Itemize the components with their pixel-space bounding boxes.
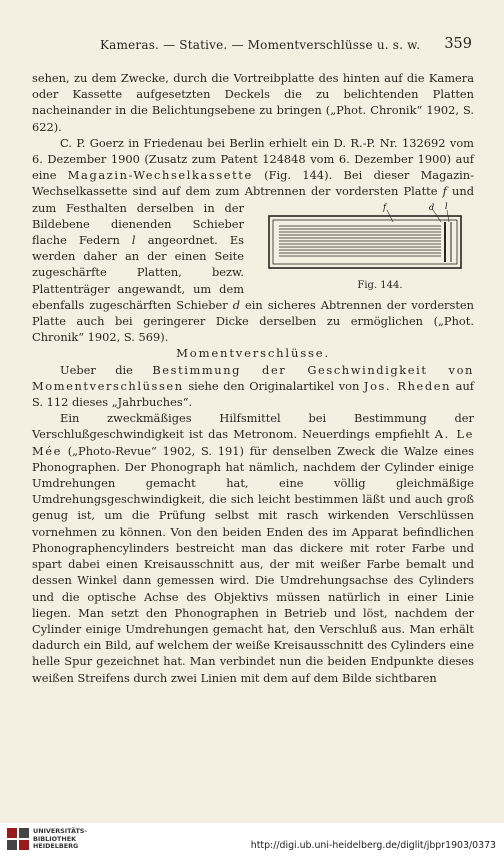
figure-label-l: l — [445, 201, 448, 211]
p2-text-a: C. P. Goerz in Friedenau bei Berlin erhielt ein D. R.-P. Nr. 132692 vom 6. Dezember 1900 (Zusatz zum Patent 124848 vom 6. Dezember 1900) auf eine — [32, 135, 474, 183]
footer-bar — [0, 823, 504, 856]
p2-text-g: ein sicheres Abtrennen der vordersten Platte auch bei geringerer Dicke derselben zu ermöglichen („Phot. Chronik“ 1902, S. 569). — [32, 297, 475, 345]
cassette-diagram — [265, 202, 465, 276]
p2-text-e: angeordnet. Es werden daher an der einen Seite zugeschärfte Platten, bezw. Plattenträger angewandt, um dem ebenfalls zugeschärften Schieber — [32, 233, 245, 312]
p2-spaced-term: Magazin-Wechselkassette — [67, 168, 253, 183]
library-logo[interactable] — [6, 827, 86, 853]
p4-text-c: („Photo-Revue“ 1902, S. 191) für denselben Zweck die Walze eines Phonographen. Der Phonograph hat nämlich, nachdem der Cylinder einige Umdrehungen gemacht hat, eine völlig gleichmäßige Umdrehungsgeschwindigkeit, die sich leicht bestimmen läßt und auch groß genug ist, um die Prüfung selbst mit rasch wirkenden Verschlüssen vornehmen zu können. Von den beiden Enden des im Apparat befindlichen Phonographencylinders bestreicht man das dickere mit roter Farbe und spart dabei einen Kreisausschnitt aus, der mit weißer Farbe bemalt und dessen Winkel dann gemessen wird. Die Umdrehungsachse des Cylinders und die optische Achse des Objektivs müssen natürlich in einer Linie liegen. Man setzt den Phonographen in Betrieb und löst, nachdem der Cylinder einige Umdrehungen gemacht hat, den Verschluß aus. Man erhält dadurch ein Bild, auf welchem der weiße Kreisausschnitt des Cylinders eine helle Spur gezeichnet hat. Man verbindet nun die beiden Endpunkte dieses weißen Streifens durch zwei Linien mit dem auf dem Bilde sichtbaren — [32, 443, 474, 685]
running-title: Kameras. — Stative. — Momentverschlüsse u. s. w. — [100, 38, 421, 52]
p4-text-a: Ein zweckmäßiges Hilfsmittel bei Bestimmung der Verschlußgeschwindigkeit ist das Metronom. Neuerdings empfiehlt — [32, 411, 474, 442]
library-logo-icon — [6, 827, 30, 851]
library-logo-text — [33, 828, 87, 851]
figure-caption: Fig. 144. — [357, 279, 403, 291]
paragraph-3 — [32, 362, 474, 411]
p2-italic-d: d — [232, 297, 241, 312]
p3-spaced-term: Bestimmung der Geschwindigkeit von Momentverschlüssen — [32, 362, 474, 393]
logo-line-1: UNIVERSITÄTS- — [33, 827, 88, 835]
p2-text-c: (Fig. 144). Bei dieser Magazin-Wechselkassette sind auf dem zum Abtrennen der vordersten Platte — [32, 168, 474, 199]
logo-line-3: HEIDELBERG — [33, 842, 79, 851]
page-body — [32, 70, 474, 686]
p2-text-d: und zum Festhalten derselben in der Bildebene dienenden Schieber flache Federn — [32, 184, 474, 248]
paragraph-1: sehen, zu dem Zwecke, durch die Vortreibplatte des hinten auf die Kamera oder Kassette aufgesetzten Deckels die zu belichtenden Platten nacheinander in die Belichtungsebene zu bringen („Phot. Chronik“ 1902, S. 622). — [32, 71, 474, 134]
paragraph-4 — [32, 410, 474, 685]
figure-label-d: d — [429, 202, 435, 212]
page-number: 359 — [444, 36, 472, 52]
source-url[interactable]: http://digi.ub.uni-heidelberg.de/diglit/jbpr1903/0373 — [250, 840, 496, 851]
paragraph-2 — [32, 135, 474, 346]
figure-144 — [256, 202, 474, 294]
p4-author: A. Le Mée — [32, 427, 474, 458]
section-heading: Momentverschlüsse. — [176, 346, 330, 361]
logo-line-2: BIBLIOTHEK — [33, 834, 77, 843]
p3-text-a: Ueber die — [60, 362, 153, 377]
p3-author: Jos. Rheden — [363, 378, 452, 393]
p2-italic-f: f — [442, 184, 447, 199]
p3-text-c: siehe den Originalartikel von — [183, 378, 364, 393]
running-header — [32, 38, 472, 56]
p3-text-e: auf S. 112 dieses „Jahrbuches“. — [32, 378, 474, 410]
p2-italic-l: l — [131, 233, 136, 248]
figure-label-f: f — [383, 202, 386, 212]
